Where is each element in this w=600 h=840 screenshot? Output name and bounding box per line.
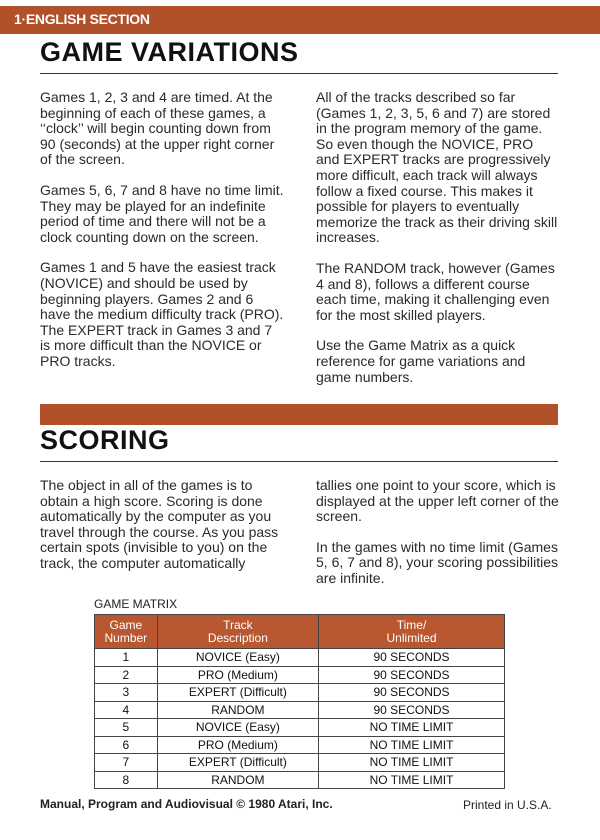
game-matrix-table <box>94 614 505 789</box>
table-body <box>95 649 505 789</box>
time-cell: 90 SECONDS <box>319 649 505 667</box>
table-row <box>95 736 505 754</box>
table-row <box>95 754 505 772</box>
column-header-time: Time/ Unlimited <box>319 615 505 649</box>
table-header-row <box>95 615 505 649</box>
track-description-cell: RANDOM <box>157 771 318 789</box>
scoring-right-column <box>316 478 560 602</box>
game-variations-title: GAME VARIATIONS <box>40 37 299 67</box>
section-header-bar <box>0 6 600 34</box>
time-cell: 90 SECONDS <box>319 666 505 684</box>
time-cell: NO TIME LIMIT <box>319 736 505 754</box>
scoring-left-column <box>40 478 284 587</box>
time-cell: 90 SECONDS <box>319 684 505 702</box>
game-variations-left-column <box>40 90 284 385</box>
track-description-cell: EXPERT (Difficult) <box>157 684 318 702</box>
column-header-game-number: Game Number <box>95 615 158 649</box>
track-description-cell: PRO (Medium) <box>157 666 318 684</box>
section-divider-bar <box>40 404 558 425</box>
game-number-cell: 3 <box>95 684 158 702</box>
table-row <box>95 684 505 702</box>
paragraph: Games 1 and 5 have the easiest track (NOVICE) and should be used by beginning players. Games 2 and 6 have the medium difficulty track (PRO). The EXPERT track in Games 3 and 7 is more difficult than the NOVICE or PRO tracks. <box>40 259 284 369</box>
paragraph: tallies one point to your score, which is displayed at the upper left corner of the screen. <box>316 477 559 525</box>
table-row <box>95 701 505 719</box>
printed-in-notice: Printed in U.S.A. <box>463 798 552 812</box>
table-row <box>95 771 505 789</box>
scoring-title: SCORING <box>40 425 170 455</box>
game-number-cell: 5 <box>95 719 158 737</box>
game-variations-right-column <box>316 90 560 400</box>
paragraph: The object in all of the games is to obtain a high score. Scoring is done automatically by the computer as you travel through the course. As you pass certain spots (invisible to you) on the track, the computer automatically <box>40 477 279 571</box>
paragraph: The RANDOM track, however (Games 4 and 8), follows a different course each time, making it challenging even for the most skilled players. <box>316 259 555 323</box>
track-description-cell: PRO (Medium) <box>157 736 318 754</box>
copyright-notice: Manual, Program and Audiovisual © 1980 Atari, Inc. <box>40 797 333 811</box>
game-number-cell: 8 <box>95 771 158 789</box>
game-number-cell: 4 <box>95 701 158 719</box>
table-row <box>95 649 505 667</box>
paragraph: Games 1, 2, 3 and 4 are timed. At the beginning of each of these games, a ‘‘clock’’ will begin counting down from 90 (seconds) at the upper right corner of the screen. <box>40 89 275 168</box>
game-number-cell: 1 <box>95 649 158 667</box>
track-description-cell: EXPERT (Difficult) <box>157 754 318 772</box>
time-cell: NO TIME LIMIT <box>319 771 505 789</box>
game-number-cell: 2 <box>95 666 158 684</box>
track-description-cell: NOVICE (Easy) <box>157 719 318 737</box>
title-rule <box>40 461 558 462</box>
time-cell: NO TIME LIMIT <box>319 719 505 737</box>
table-row <box>95 719 505 737</box>
game-matrix-caption: GAME MATRIX <box>94 597 178 611</box>
track-description-cell: RANDOM <box>157 701 318 719</box>
game-number-cell: 7 <box>95 754 158 772</box>
time-cell: NO TIME LIMIT <box>319 754 505 772</box>
paragraph: Games 5, 6, 7 and 8 have no time limit. They may be played for an indefinite period of time and there will not be a clock counting down on the screen. <box>40 181 284 245</box>
title-rule <box>40 73 558 74</box>
section-header-label: 1·ENGLISH SECTION <box>14 11 150 27</box>
paragraph: In the games with no time limit (Games 5, 6, 7 and 8), your scoring possibilities are infinite. <box>316 538 559 586</box>
paragraph: Use the Game Matrix as a quick reference for game variations and game numbers. <box>316 337 526 385</box>
paragraph: All of the tracks described so far (Games 1, 2, 3, 5, 6 and 7) are stored in the program memory of the game. So even though the NOVICE, PRO and EXPERT tracks are progressively more difficult, each track will always follow a fixed course. This makes it possible for players to eventually memorize the track as their driving skill increases. <box>316 89 558 246</box>
track-description-cell: NOVICE (Easy) <box>157 649 318 667</box>
game-number-cell: 6 <box>95 736 158 754</box>
column-header-track-description: Track Description <box>157 615 318 649</box>
table-row <box>95 666 505 684</box>
time-cell: 90 SECONDS <box>319 701 505 719</box>
